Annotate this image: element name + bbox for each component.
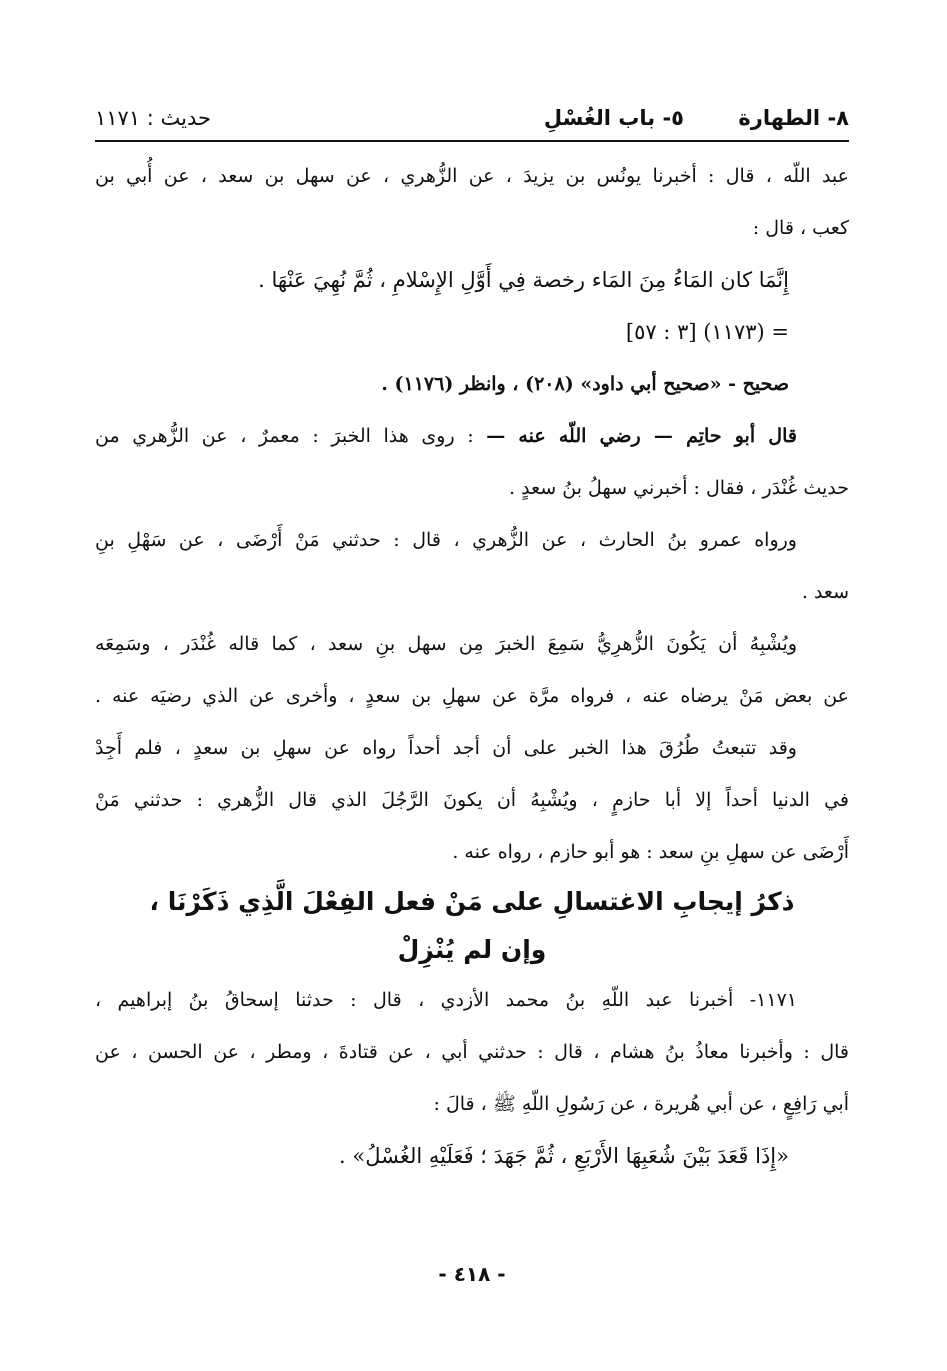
text-line: قال : وأخبرنا معاذُ بنُ هشام ، قال : حدثني أبي ، عن قتادةَ ، ومطر ، عن الحسن ، عن <box>95 1041 849 1063</box>
text-line <box>95 410 849 462</box>
text-line: كعب ، قال : <box>752 217 849 239</box>
text-line: سعد . <box>801 581 849 603</box>
text-span: : روى هذا الخبرَ : معمرٌ ، عن الزُّهري من <box>95 425 474 447</box>
grading-note: صحيح - «صحيح أبي داود» (٢٠٨) ، وانظر (١١٧٦) . <box>381 373 789 395</box>
speaker-name: قال أبو حاتِم — رضي اللّه عنه — <box>486 425 797 447</box>
running-header <box>95 96 849 142</box>
section-title-line: وإن لم يُنْزِلْ <box>397 935 547 964</box>
text-line: ويُشْبِهُ أن يَكُونَ الزُّهرِيُّ سَمِعَ الخبرَ مِن سهل بنِ سعد ، كما قاله غُنْدَر ، وسَمِعَه <box>95 633 797 655</box>
section-title <box>95 878 849 974</box>
text-line: أَرْضَى عن سهلِ بنِ سعد : هو أبو حازم ، رواه عنه . <box>452 841 849 863</box>
page-number: - ٤١٨ - <box>438 1262 506 1286</box>
text-line: حديث غُنْدَر ، فقال : أخبرني سهلُ بنُ سعدٍ . <box>509 477 849 499</box>
text-line: وقد تتبعتُ طُرُقَ هذا الخبر على أن أجد أحداً رواه عن سهلِ بن سعدٍ ، فلم أَجِدْ <box>95 737 797 759</box>
text-line: في الدنيا أحداً إلا أبا حازمٍ ، ويُشْبِهُ أن يكونَ الرَّجُلَ الذي قال الزُّهري : حدثني مَنْ <box>95 789 849 811</box>
header-chapter-title: ٥- باب الغُسْلِ <box>543 106 684 130</box>
text-line: أبي رَافِعٍ ، عن أبي هُريرة ، عن رَسُولِ اللّهِ ﷺ ، قالَ : <box>433 1093 849 1115</box>
header-hadith-number: حديث : ١١٧١ <box>95 106 212 130</box>
book-page <box>95 96 849 1286</box>
hadith-reference <box>95 306 849 358</box>
hadith-quote: «إِذَا قَعَدَ بَيْنَ شُعَبِهَا الأَرْبَعِ ، ثُمَّ جَهَدَ ؛ فَعَلَيْهِ الغُسْلُ» . <box>339 1144 789 1168</box>
header-book-title: ٨- الطهارة <box>738 106 849 130</box>
text-line: عبد اللّه ، قال : أخبرنا يونُس بن يزيدَ ، عن الزُّهري ، عن سهل بن سعد ، عن أُبي بن <box>95 165 849 187</box>
text-line: عن بعض مَنْ يرضاه عنه ، فرواه مرَّة عن سهلِ بن سعدٍ ، وأخرى عن الذي رضيَه عنه . <box>95 685 849 707</box>
reference-text: = (١١٧٣) [٣ : ٥٧] <box>625 320 789 344</box>
main-text <box>95 150 849 1182</box>
section-title-line: ذكرُ إيجابِ الاغتسالِ على مَنْ فعل الفِعْلَ الَّذِي ذَكَرْنَا ، <box>149 887 795 916</box>
text-line: ورواه عمرو بنُ الحارث ، عن الزُّهري ، قال : حدثني مَنْ أَرْضَى ، عن سَهْلِ بنِ <box>95 529 797 551</box>
text-line: ١١٧١- أخبرنا عبد اللّهِ بنُ محمد الأزدي ، قال : حدثنا إسحاقُ بنُ إبراهيم ، <box>95 989 797 1011</box>
hadith-quote: إِنَّمَا كان المَاءُ مِنَ المَاء رخصة فِي أَوَّلِ الإِسْلامِ ، ثُمَّ نُهِيَ عَنْهَا . <box>258 268 789 292</box>
